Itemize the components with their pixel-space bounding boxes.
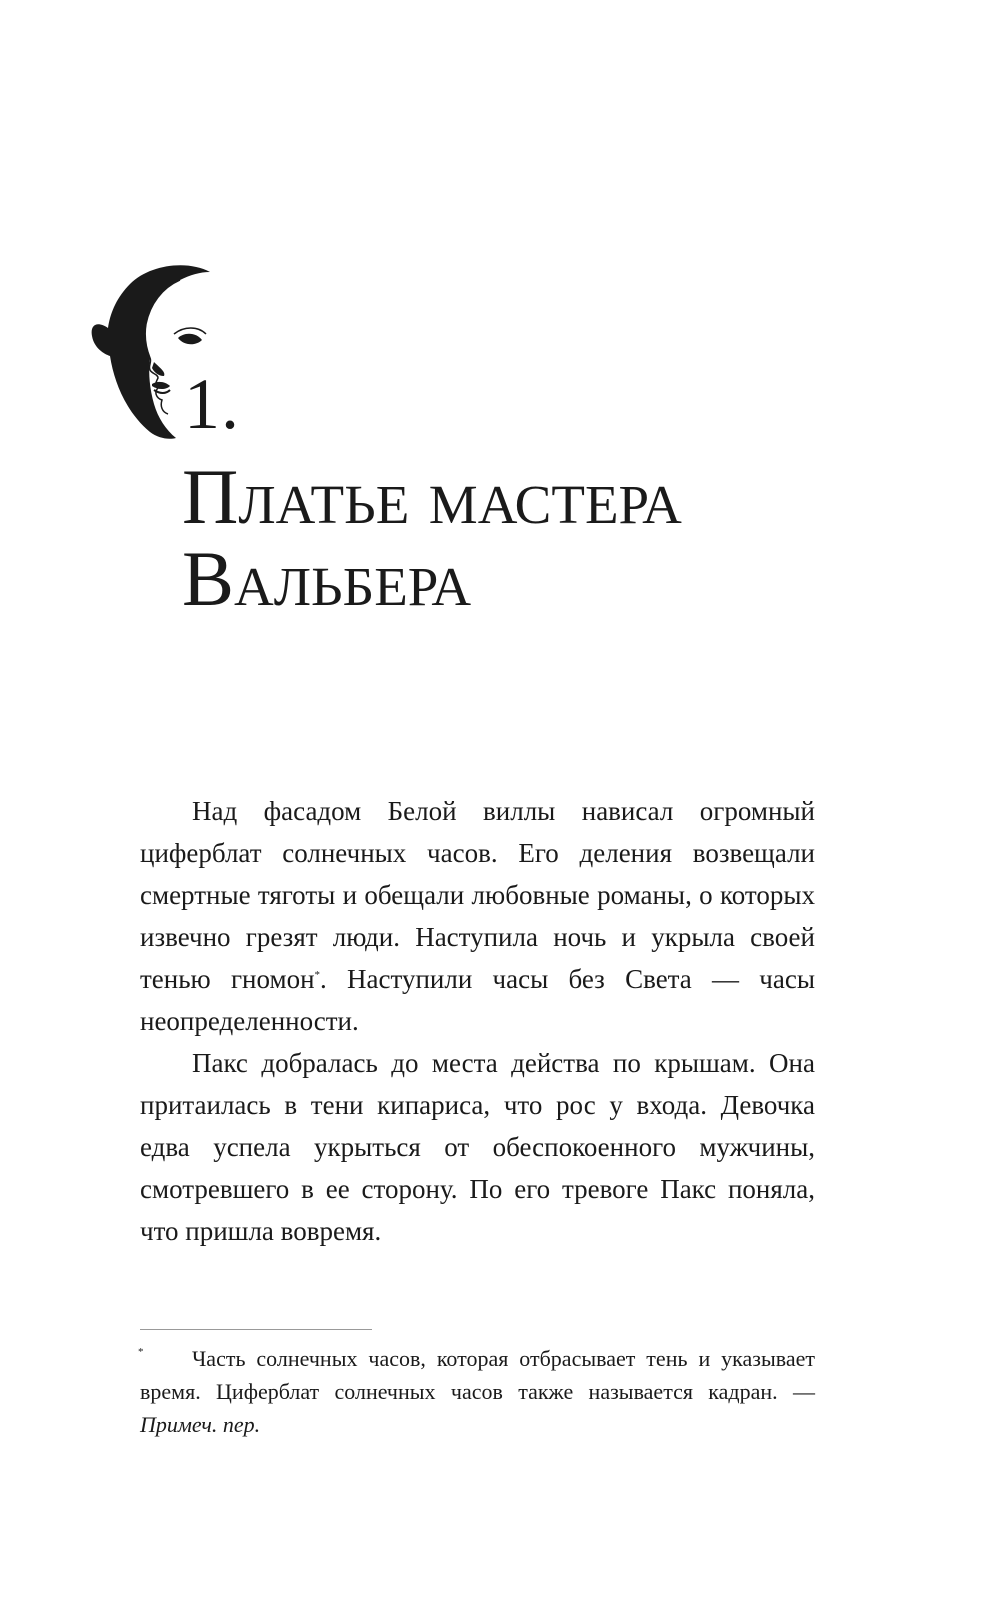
footnote-body: Часть солнечных часов, которая отбрасывает тень и указывает время. Циферблат солнечных часов также называется кадран. — bbox=[140, 1346, 815, 1404]
footnote-text bbox=[140, 1342, 815, 1441]
paragraph-1 bbox=[140, 790, 815, 1042]
footnote-reference[interactable]: * bbox=[314, 969, 321, 981]
translator-note: Примеч. пер. bbox=[140, 1412, 261, 1437]
footnote bbox=[140, 1342, 815, 1441]
footnote-mark: * bbox=[138, 1346, 144, 1358]
paragraph-1-text: Над фасадом Белой виллы нависал огромный циферблат солнечных часов. Его деления возвещали смертные тяготы и обещали любовные романы, о которых извечно грезят люди. Наступила ночь и укрыла своей тенью гномон bbox=[140, 796, 815, 994]
chapter-body bbox=[140, 790, 815, 1252]
footnote-divider bbox=[140, 1329, 372, 1330]
chapter-title-line-1: Платье мастера bbox=[182, 453, 682, 540]
chapter-title bbox=[182, 453, 882, 622]
chapter-number: 1. bbox=[184, 364, 240, 444]
chapter-title-line-2: Вальбера bbox=[182, 535, 472, 622]
paragraph-2: Пакс добралась до места действа по крышам. Она притаилась в тени кипариса, что рос у входа. Девочка едва успела укрыться от обеспокоенного мужчины, смотревшего в ее сторону. По его тревоге Пакс поняла, что пришла вовремя. bbox=[140, 1048, 815, 1246]
paragraph-1-text-end: . Наступили часы без Света — часы неопределенности. bbox=[140, 964, 815, 1036]
